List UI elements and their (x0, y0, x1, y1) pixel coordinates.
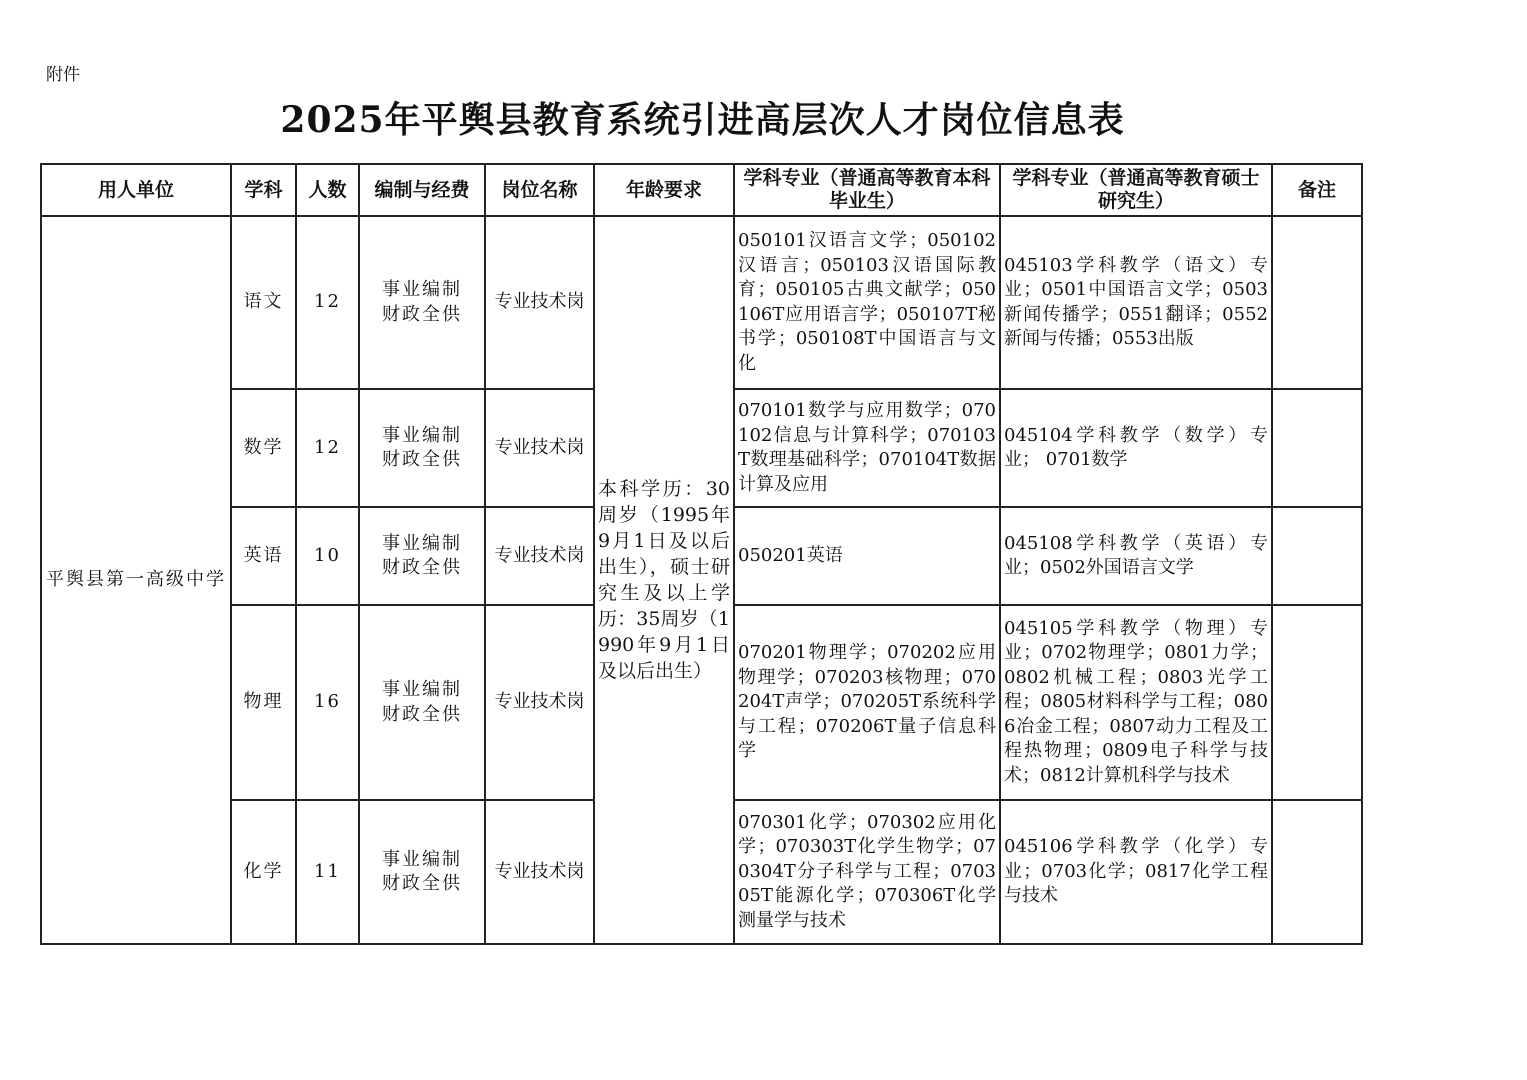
header-count: 人数 (296, 164, 359, 216)
positions-table (40, 163, 1363, 945)
header-row (41, 164, 1362, 216)
header-age: 年龄要求 (594, 164, 734, 216)
position-cell: 专业技术岗 (485, 605, 594, 800)
staffing-type: 事业编制 (382, 279, 462, 300)
header-position: 岗位名称 (485, 164, 594, 216)
staffing-type: 事业编制 (382, 532, 462, 554)
staffing-type: 事业编制 (382, 424, 462, 446)
staffing-cell (359, 800, 485, 944)
master-major-cell: 045103学科教学（语文）专业；0501中国语言文学；0503新闻传播学；0551翻译；0552新闻与传播；0553出版 (1000, 216, 1272, 389)
funding-type: 财政全供 (382, 873, 462, 894)
age-requirement-cell: 本科学历：30周岁（1995年9月1日及以后出生），硕士研究生及以上学历：35周岁（1990年9月1日及以后出生） (594, 216, 734, 944)
header-staffing: 编制与经费 (359, 164, 485, 216)
bachelor-major-cell: 070201物理学；070202应用物理学；070203核物理；070204T声学；070205T系统科学与工程；070206T量子信息科学 (734, 605, 1000, 800)
subject-cell: 化学 (231, 800, 296, 944)
count-cell: 16 (296, 605, 359, 800)
header-major-master: 学科专业（普通高等教育硕士研究生） (1000, 164, 1272, 216)
count-cell: 11 (296, 800, 359, 944)
master-major-cell: 045108学科教学（英语）专业；0502外国语言文学 (1000, 507, 1272, 605)
master-major-cell: 045104学科教学（数学）专业； 0701数学 (1000, 389, 1272, 507)
position-cell: 专业技术岗 (485, 216, 594, 389)
header-major-bachelor: 学科专业（普通高等教育本科毕业生） (734, 164, 1000, 216)
unit-cell: 平舆县第一高级中学 (41, 216, 231, 944)
bachelor-major-cell: 050101汉语言文学；050102汉语言；050103汉语国际教育；050105古典文献学；050106T应用语言学；050107T秘书学；050108T中国语言与文化 (734, 216, 1000, 389)
remarks-cell (1272, 507, 1362, 605)
funding-type: 财政全供 (382, 557, 462, 578)
funding-type: 财政全供 (382, 703, 462, 725)
funding-type: 财政全供 (382, 303, 462, 325)
remarks-cell (1272, 605, 1362, 800)
header-subject: 学科 (231, 164, 296, 216)
remarks-cell (1272, 216, 1362, 389)
subject-cell: 语文 (231, 216, 296, 389)
count-cell: 12 (296, 389, 359, 507)
bachelor-major-cell: 070101数学与应用数学；070102信息与计算科学；070103T数理基础科学；070104T数据计算及应用 (734, 389, 1000, 507)
subject-cell: 英语 (231, 507, 296, 605)
count-cell: 12 (296, 216, 359, 389)
bachelor-major-cell: 070301化学；070302应用化学；070303T化学生物学；070304T分子科学与工程；070305T能源化学；070306T化学测量学与技术 (734, 800, 1000, 944)
header-remarks: 备注 (1272, 164, 1362, 216)
count-cell: 10 (296, 507, 359, 605)
remarks-cell (1272, 389, 1362, 507)
subject-cell: 数学 (231, 389, 296, 507)
staffing-type: 事业编制 (382, 848, 462, 870)
table-row (41, 216, 1362, 389)
staffing-cell (359, 507, 485, 605)
subject-cell: 物理 (231, 605, 296, 800)
position-cell: 专业技术岗 (485, 389, 594, 507)
header-unit: 用人单位 (41, 164, 231, 216)
staffing-cell (359, 605, 485, 800)
master-major-cell: 045106学科教学（化学）专业；0703化学；0817化学工程与技术 (1000, 800, 1272, 944)
attachment-label: 附件 (46, 65, 80, 85)
document-title: 2025年平舆县教育系统引进高层次人才岗位信息表 (280, 99, 1125, 141)
staffing-type: 事业编制 (382, 679, 462, 700)
staffing-cell (359, 216, 485, 389)
bachelor-major-cell: 050201英语 (734, 507, 1000, 605)
staffing-cell (359, 389, 485, 507)
funding-type: 财政全供 (382, 449, 462, 470)
position-cell: 专业技术岗 (485, 507, 594, 605)
remarks-cell (1272, 800, 1362, 944)
master-major-cell: 045105学科教学（物理）专业；0702物理学；0801力学；0802机械工程；0803光学工程；0805材料科学与工程；0806冶金工程；0807动力工程及工程热物理；0809电子科学与技术；0812计算机科学与技术 (1000, 605, 1272, 800)
position-cell: 专业技术岗 (485, 800, 594, 944)
